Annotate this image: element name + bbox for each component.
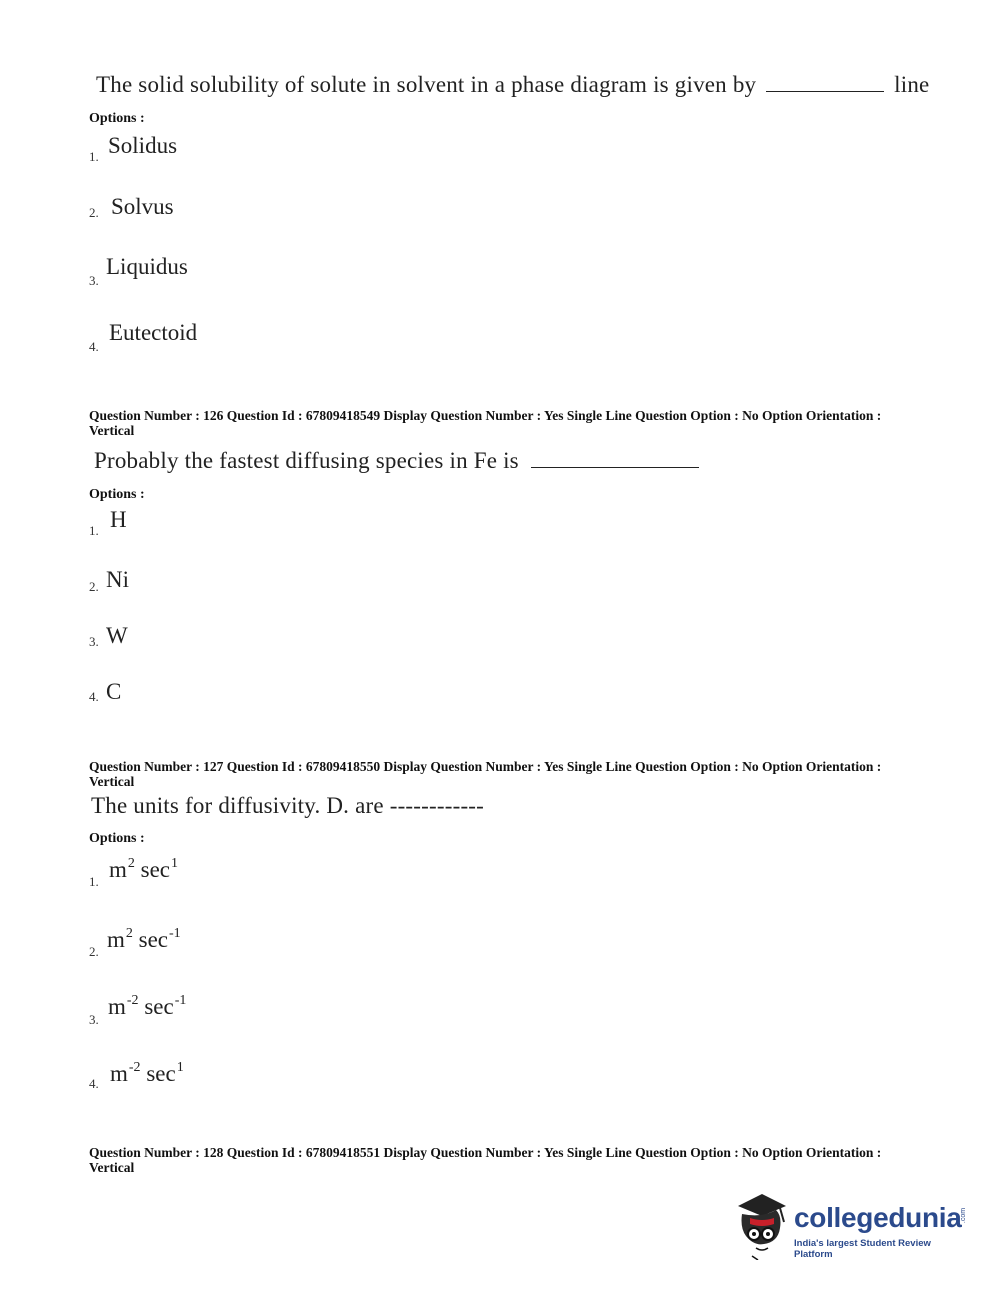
question-125-body: The solid solubility of solute in solvent in a phase diagram is given by	[96, 72, 757, 97]
question-127-text: The units for diffusivity. D. are ------------	[91, 793, 485, 818]
option-number: 1.	[89, 523, 99, 538]
unit-exponent: -1	[169, 926, 181, 941]
unit-exponent: 2	[127, 856, 135, 871]
question-128-meta: Question Number : 128 Question Id : 67809418551 Display Question Number : Yes Single Line Question Option : No Option Orientation : Vertical	[89, 1145, 882, 1175]
option-number: 2.	[89, 205, 99, 220]
option-text: Solidus	[108, 133, 178, 158]
option-text: Eutectoid	[109, 320, 198, 345]
option-text: Ni	[106, 567, 129, 592]
logo-wordmark: collegedunia	[794, 1202, 962, 1233]
options-label: Options :	[89, 831, 145, 846]
option-number: 1.	[89, 874, 99, 889]
option-number: 2.	[89, 944, 99, 959]
option-number: 4.	[89, 339, 99, 354]
option-text	[108, 993, 186, 1020]
option-text: C	[106, 679, 122, 704]
option-text	[107, 926, 181, 953]
option-text	[109, 856, 178, 883]
unit-base: sec	[138, 927, 169, 952]
option-number: 3.	[89, 634, 99, 649]
question-127-meta: Question Number : 127 Question Id : 67809418550 Display Question Number : Yes Single Line Question Option : No Option Orientation : Vertical	[89, 759, 882, 789]
option-number: 1.	[89, 149, 99, 164]
unit-exponent: -2	[128, 1060, 141, 1075]
option-number: 3.	[89, 1012, 99, 1027]
unit-exponent: -1	[174, 993, 187, 1008]
option-text: Solvus	[111, 194, 174, 219]
logo-tagline: India's largest Student Review Platform	[794, 1238, 931, 1260]
question-126-body: Probably the fastest diffusing species in Fe is	[94, 448, 519, 473]
option-number: 2.	[89, 579, 99, 594]
unit-base: m	[110, 1061, 128, 1086]
option-number: 4.	[89, 689, 99, 704]
options-label: Options :	[89, 111, 145, 126]
unit-base: sec	[140, 857, 171, 882]
question-125-after-blank: line	[894, 72, 930, 97]
mascot-icon	[732, 1188, 792, 1260]
option-text: W	[106, 623, 128, 648]
unit-exponent: 2	[125, 926, 133, 941]
option-number: 3.	[89, 273, 99, 288]
question-126-meta: Question Number : 126 Question Id : 67809418549 Display Question Number : Yes Single Line Question Option : No Option Orientation : Vertical	[89, 408, 882, 438]
answer-blank	[531, 449, 699, 468]
logo-com: .com	[960, 1207, 968, 1224]
unit-base: m	[107, 927, 125, 952]
unit-exponent: 1	[176, 1060, 184, 1075]
collegedunia-logo	[732, 1188, 972, 1260]
unit-exponent: -2	[126, 993, 139, 1008]
option-text	[110, 1060, 184, 1087]
unit-base: m	[109, 857, 127, 882]
unit-base: sec	[146, 1061, 176, 1086]
unit-exponent: 1	[171, 856, 179, 871]
option-number: 4.	[89, 1076, 99, 1091]
option-text: H	[110, 507, 127, 532]
option-text: Liquidus	[106, 254, 188, 279]
unit-base: sec	[144, 994, 174, 1019]
options-label: Options :	[89, 487, 145, 502]
answer-blank	[766, 73, 884, 92]
question-125-text	[96, 72, 929, 98]
unit-base: m	[108, 994, 126, 1019]
question-126-text	[94, 448, 699, 474]
